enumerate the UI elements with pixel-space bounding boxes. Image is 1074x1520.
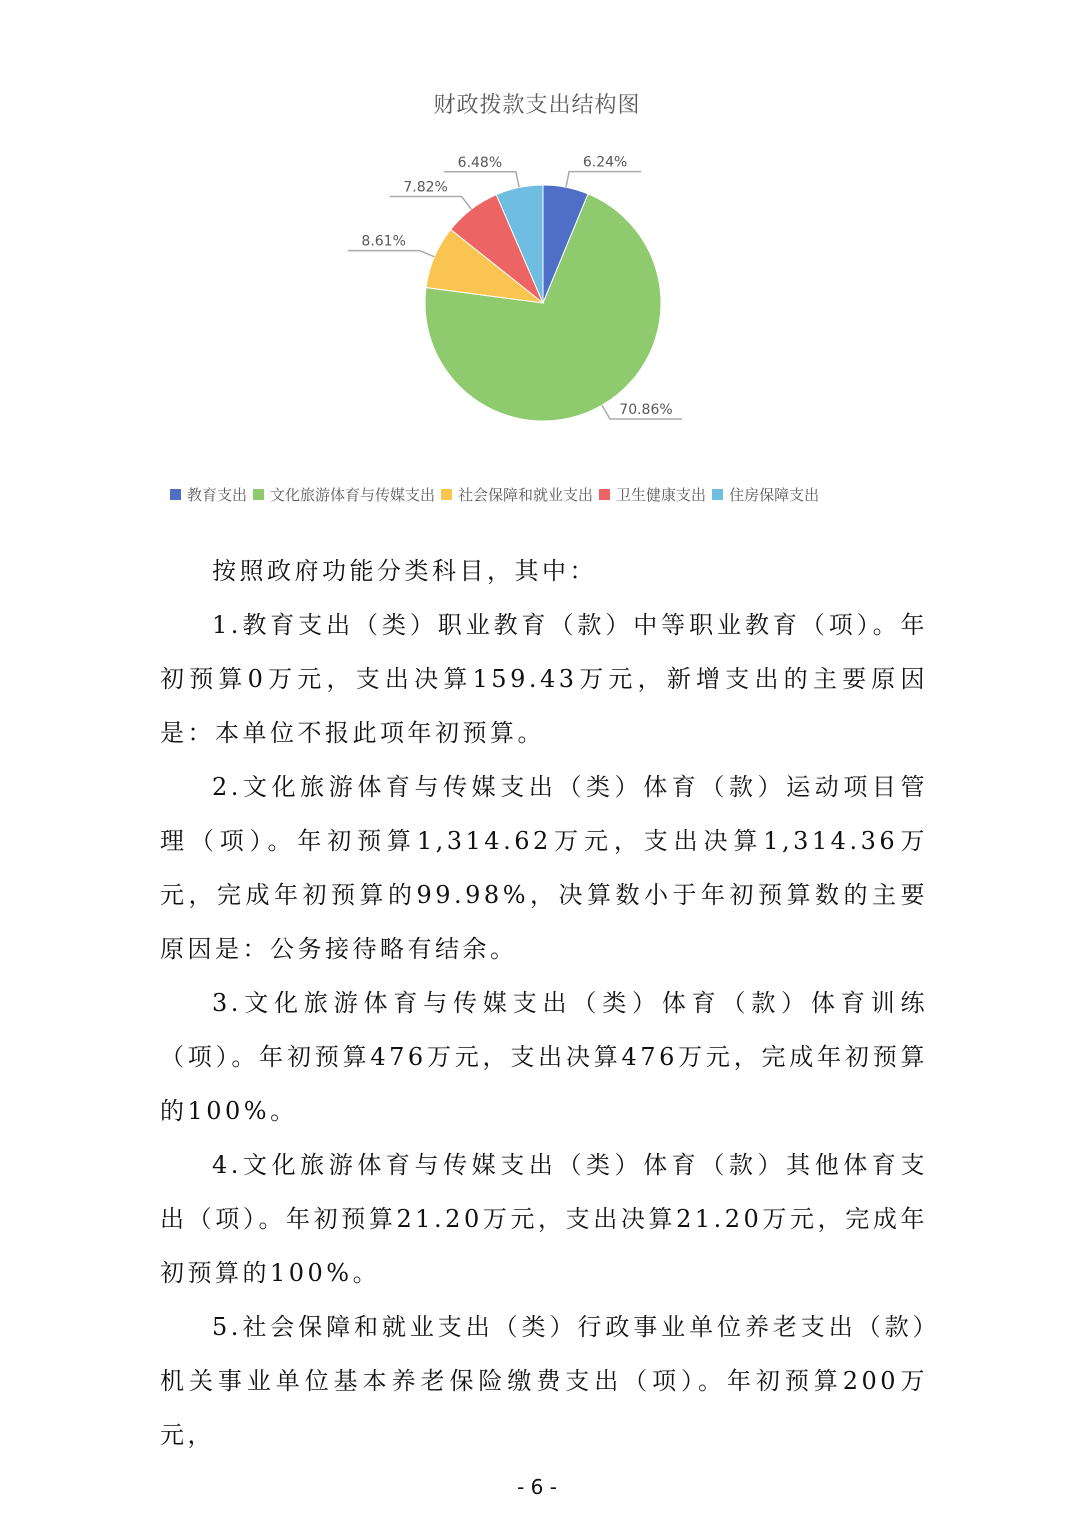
data-label: 6.24%: [582, 154, 628, 171]
legend-item: [712, 484, 819, 505]
data-label: 8.61%: [361, 233, 406, 250]
legend-item: [441, 484, 593, 505]
legend-swatch: [441, 489, 452, 500]
legend-label: 社会保障和就业支出: [458, 486, 594, 504]
legend-swatch: [712, 489, 723, 500]
data-label: 7.82%: [403, 179, 448, 196]
leader-line: [390, 197, 472, 210]
item-paragraph: 5.社会保障和就业支出（类）行政事业单位养老支出（款）机关事业单位基本养老保险缴费支出（项）。年初预算200万元，: [160, 1313, 928, 1449]
item-paragraph: 3.文化旅游体育与传媒支出（类）体育（款）体育训练（项）。年初预算476万元，支出决算476万元，完成年初预算的100%。: [160, 989, 928, 1125]
legend-label: 卫生健康支出: [616, 486, 707, 504]
data-label: 70.86%: [619, 402, 673, 419]
leader-line: [566, 172, 641, 188]
legend-item: [170, 484, 247, 505]
chart-title: 财政拨款支出结构图: [433, 93, 641, 118]
leader-line: [348, 251, 435, 257]
legend-label: 住房保障支出: [729, 486, 820, 504]
page-number: - 6 -: [517, 1475, 557, 1499]
legend-swatch: [253, 489, 264, 500]
legend-item: [599, 484, 706, 505]
item-paragraph: 1.教育支出（类）职业教育（款）中等职业教育（项）。年初预算0万元，支出决算159.43万元，新增支出的主要原因是：本单位不报此项年初预算。: [160, 611, 928, 747]
legend-swatch: [170, 489, 181, 500]
pie-chart: [0, 0, 1074, 520]
legend-label: 文化旅游体育与传媒支出: [270, 486, 436, 504]
legend-swatch: [599, 489, 610, 500]
intro-paragraph: 按照政府功能分类科目，其中：: [212, 557, 597, 585]
data-label: 6.48%: [457, 154, 503, 171]
item-paragraph: 2.文化旅游体育与传媒支出（类）体育（款）运动项目管理（项）。年初预算1,314.62万元，支出决算1,314.36万元，完成年初预算的99.98%，决算数小于年初预算数的主要原因是：公务接待略有结余。: [160, 773, 928, 963]
chart-legend: [170, 484, 930, 505]
legend-item: [253, 484, 435, 505]
legend-label: 教育支出: [187, 486, 248, 504]
item-paragraph: 4.文化旅游体育与传媒支出（类）体育（款）其他体育支出（项）。年初预算21.20万元，支出决算21.20万元，完成年初预算的100%。: [160, 1151, 928, 1287]
leader-line: [444, 172, 519, 188]
